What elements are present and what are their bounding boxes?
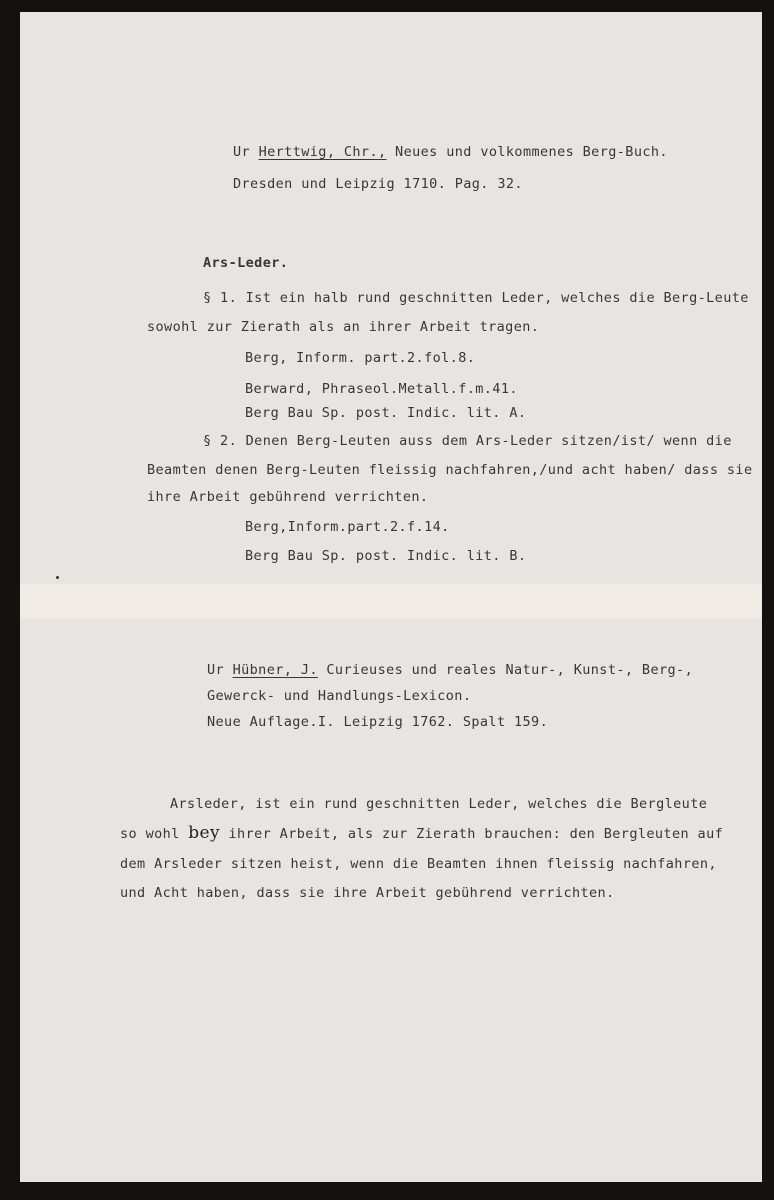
entry1-ref: Berg Bau Sp. post. Indic. lit. A. <box>245 405 527 421</box>
entry1-ref: Berg,Inform.part.2.f.14. <box>245 519 450 535</box>
handwritten-correction: bey <box>188 823 220 843</box>
source2-author: Hübner, J. <box>232 662 318 678</box>
source2-title: Curieuses und reales Natur-, Kunst-, Berg-, <box>326 662 694 678</box>
entry1-para2-line2: Beamten denen Berg-Leuten fleissig nachfahren,/und acht haben/ dass sie <box>147 462 753 478</box>
source2-imprint: Neue Auflage.I. Leipzig 1762. Spalt 159. <box>207 714 549 730</box>
source1-prefix: Ur <box>233 144 251 160</box>
source1-imprint: Dresden und Leipzig 1710. Pag. 32. <box>233 176 523 192</box>
entry1-ref: Berg, Inform. part.2.fol.8. <box>245 350 476 366</box>
source1-citation <box>233 144 668 160</box>
source1-title: Neues und volkommenes Berg-Buch. <box>395 144 668 160</box>
entry1-para1-line1: § 1. Ist ein halb rund geschnitten Leder, welches die Berg-Leute <box>203 290 749 306</box>
entry1-ref: Berg Bau Sp. post. Indic. lit. B. <box>245 548 527 564</box>
entry1-ref: Berward, Phraseol.Metall.f.m.41. <box>245 381 518 397</box>
ink-dot <box>56 576 59 579</box>
entry1-para2-line1: § 2. Denen Berg-Leuten auss dem Ars-Leder sitzen/ist/ wenn die <box>203 433 732 449</box>
entry1-heading: Ars-Leder. <box>203 255 289 271</box>
source1-author: Herttwig, Chr., <box>258 144 387 160</box>
entry2-line1: Arsleder, ist ein rund geschnitten Leder, welches die Bergleute <box>170 796 708 812</box>
entry2-line3: dem Arsleder sitzen heist, wenn die Beamten ihnen fleissig nachfahren, <box>120 856 717 872</box>
entry2-line2 <box>120 823 723 843</box>
source2-title-line2: Gewerck- und Handlungs-Lexicon. <box>207 688 472 704</box>
entry2-line2-pre: so wohl <box>120 826 180 842</box>
source2-prefix: Ur <box>207 662 225 678</box>
entry1-para1-line2: sowohl zur Zierath als an ihrer Arbeit tragen. <box>147 319 540 335</box>
source2-citation <box>207 662 693 678</box>
entry1-para2-line3: ihre Arbeit gebührend verrichten. <box>147 489 429 505</box>
entry2-line4: und Acht haben, dass sie ihre Arbeit gebührend verrichten. <box>120 885 615 901</box>
paste-strip <box>20 584 762 618</box>
entry2-line2-post: ihrer Arbeit, als zur Zierath brauchen: den Bergleuten auf <box>228 826 724 842</box>
